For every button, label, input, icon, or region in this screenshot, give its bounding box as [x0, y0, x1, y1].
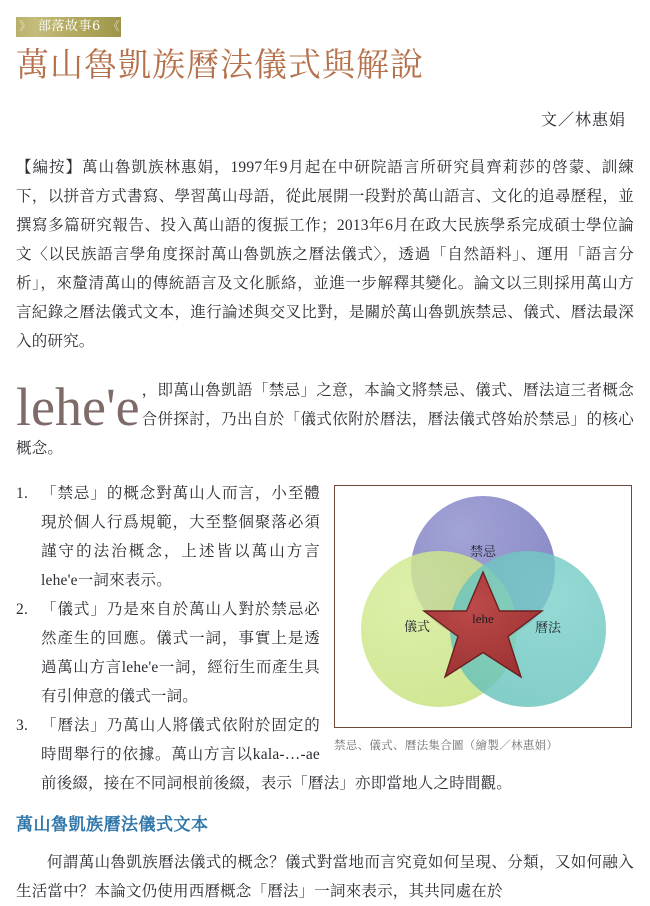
list-item [16, 595, 634, 711]
venn-label-taboo: 禁忌 [469, 544, 497, 560]
chevron-right-icon: 《 [107, 19, 118, 33]
section-badge [16, 17, 121, 37]
list-item [16, 479, 634, 595]
list-item-number: 2. [16, 600, 29, 618]
byline: 文／林惠娟 [540, 112, 626, 129]
lede-text: ，即萬山魯凱語「禁忌」之意，本論文將禁忌、儀式、曆法這三者概念合併探討，乃出自於「儀式依附於曆法，曆法儀式啓始於禁忌」的核心概念。 [16, 382, 634, 457]
editor-note-paragraph: 【編按】萬山魯凱族林惠娟，1997年9月起在中研院語言所研究員齊莉莎的啓蒙、訓練下，以拼音方式書寫、學習萬山母語，從此展開一段對於萬山語言、文化的追尋歷程，並撰寫多篇研究報告、投入萬山語的復振工作；2013年6月在政大民族學系完成碩士學位論文〈以民族語言學角度探討萬山魯凱族之曆法儀式〉，透過「自然語料」、運用「語言分析」，來釐清萬山的傳統語言及文化脈絡，並進一步解釋其變化。論文以三則採用萬山方言紀錄之曆法儀式文本，進行論述與交叉比對，是關於萬山魯凱族禁忌、儀式、曆法最深入的研究。 [16, 159, 634, 350]
list-item-text: 「儀式」乃是來自於萬山人對於禁忌必然產生的回應。儀式一詞，事實上是透過萬山方言lehe'e一詞，經衍生而產生具有引伸意的儀式一詞。 [41, 600, 320, 705]
list-item [16, 711, 634, 798]
venn-center-star-label: lehe [472, 610, 494, 626]
lede-paragraph [16, 376, 634, 463]
dropcap-lehee: lehe'e [16, 377, 140, 437]
badge-row [16, 0, 634, 39]
section-heading: 萬山魯凱族曆法儀式文本 [16, 814, 209, 835]
concept-list [16, 479, 634, 798]
venn-label-calendar: 曆法 [534, 620, 562, 636]
list-item-text: 「禁忌」的概念對萬山人而言，小至體現於個人行爲規範，大至整個聚落必須謹守的法治概念，上述皆以萬山方言lehe'e一詞來表示。 [41, 484, 320, 589]
page-title: 萬山魯凱族曆法儀式與解說 [16, 45, 424, 84]
section-badge-label: 部落故事6 [38, 19, 101, 34]
chevron-left-icon: 》 [19, 19, 30, 33]
list-item-text: 「曆法」乃萬山人將儀式依附於固定的時間舉行的依據。萬山方言以kala-…-ae前後綴，接在不同詞根前後綴，表示「曆法」亦即當地人之時間觀。 [41, 716, 513, 792]
list-item-number: 1. [16, 484, 29, 502]
body-paragraph: 何謂萬山魯凱族曆法儀式的概念？儀式對當地而言究竟如何呈現、分類，又如何融入生活當中？本論文仍使用西曆概念「曆法」一詞來表示，其共同處在於 [16, 853, 634, 900]
figure-caption: 禁忌、儀式、曆法集合圖（繪製／林惠娟） [334, 737, 559, 752]
list-item-number: 3. [16, 716, 29, 734]
venn-label-ritual: 儀式 [403, 619, 431, 635]
